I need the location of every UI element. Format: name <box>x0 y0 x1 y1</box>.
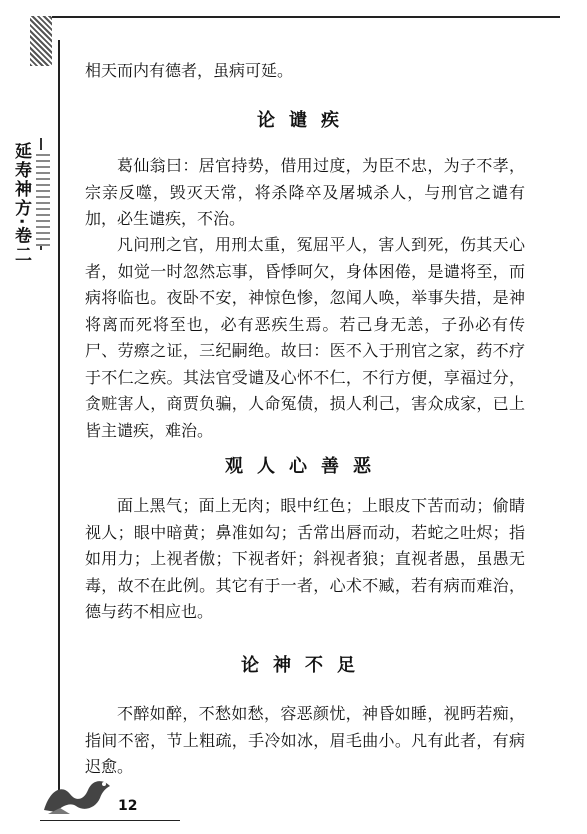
paragraph-3: 面上黑气；面上无肉；眼中红色；上眼皮下苦而动；偷睛视人；眼中暗黄；鼻准如勾；舌常出唇而动，若蛇之吐烬；指如用力；上视者傲；下视者奸；斜视者狼；直视者愚，虽愚无毒，故不在此例。其它有于一者，心术不臧，若有病而难治，德与药不相应也。 <box>85 496 525 621</box>
section-heading-2: 观人心善恶 <box>225 456 385 477</box>
side-tab-ornament <box>36 150 50 246</box>
paragraph-4: 不醉如醉，不愁如愁，容恶颜忧，神昏如睡，视眄若痴，指间不密，节上粗疏，手冷如冰，眉毛曲小。凡有此者，有病迟愈。 <box>85 704 525 776</box>
side-tab-label: 延寿神方·卷二 <box>11 142 31 265</box>
left-border <box>58 40 60 800</box>
dragon-ornament-icon <box>40 770 116 816</box>
page-number: 12 <box>118 798 138 814</box>
section-heading-1: 论谴疾 <box>257 110 353 131</box>
paragraph-intro: 相天而内有德者，虽病可延。 <box>85 61 294 80</box>
top-border <box>30 16 560 18</box>
section-heading-3: 论神不足 <box>241 655 369 676</box>
corner-ornament <box>30 16 52 66</box>
paragraph-2: 凡问刑之官，用刑太重，冤屈平人，害人到死，伤其天心者，如觉一时忽然忘事，昏悸呵欠，身体困倦，是谴将至，而病将临也。夜卧不安，神惊色惨，忽闻人唤，举事失措，是神将离而死将至也，必有恶疾生焉。若己身无恙，子孙必有传尸、劳瘵之证，三纪嗣绝。故曰：医不入于刑官之家，药不疗于不仁之疾。其法官受谴及心怀不仁，不行方便，享福过分，贪赃害人，商贾负骗，人命冤债，损人利己，害众成家，已上皆主谴疾，难治。 <box>85 235 525 440</box>
paragraph-1: 葛仙翁曰：居官持势，借用过度，为臣不忠，为子不孝，宗亲反噬，毁灭天常，将杀降卒及屠城杀人，与刑官之谴有加，必生谴疾，不治。 <box>85 156 525 228</box>
footer-rule <box>40 820 180 821</box>
